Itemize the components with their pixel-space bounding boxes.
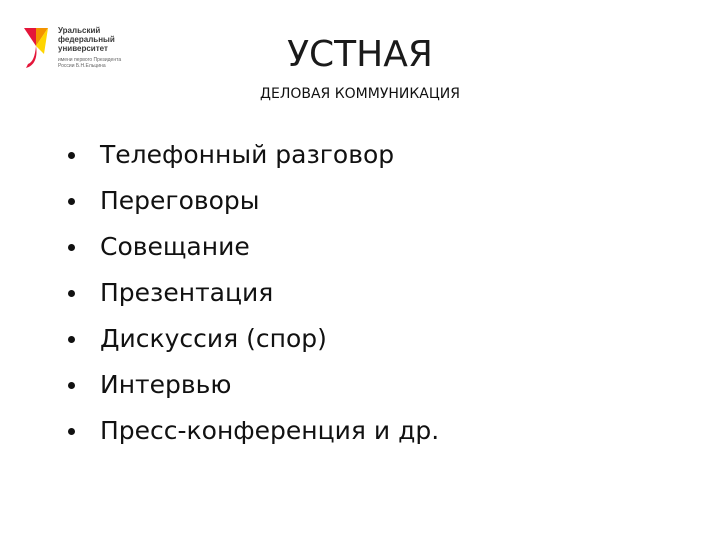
list-item xyxy=(68,408,439,454)
bullet-icon xyxy=(68,428,75,435)
list-item xyxy=(68,362,439,408)
list-item-text: Пресс-конференция и др. xyxy=(100,416,440,445)
list-item-text: Совещание xyxy=(100,232,250,261)
bullet-icon xyxy=(68,244,75,251)
logo-line: Уральский xyxy=(58,26,101,35)
bullet-icon xyxy=(68,198,75,205)
logo-sub-line: России Б.Н.Ельцина xyxy=(58,63,106,69)
slide-title: УСТНАЯ xyxy=(287,34,433,75)
logo-line: федеральный xyxy=(58,35,115,44)
logo-line: университет xyxy=(58,44,108,53)
list-item-text: Переговоры xyxy=(100,186,260,215)
list-item-text: Дискуссия (спор) xyxy=(100,324,327,353)
list-item xyxy=(68,178,439,224)
bullet-icon xyxy=(68,152,75,159)
list-item xyxy=(68,316,439,362)
bullet-icon xyxy=(68,382,75,389)
list-item xyxy=(68,224,439,270)
logo-sub-line: имени первого Президента xyxy=(58,57,122,63)
list-item-text: Телефонный разговор xyxy=(100,140,395,169)
bullet-icon xyxy=(68,336,75,343)
slide-subtitle: ДЕЛОВАЯ КОММУНИКАЦИЯ xyxy=(260,86,460,102)
list-item xyxy=(68,132,439,178)
bullet-list xyxy=(68,132,439,454)
list-item-text: Презентация xyxy=(100,278,274,307)
bullet-icon xyxy=(68,290,75,297)
list-item xyxy=(68,270,439,316)
list-item-text: Интервью xyxy=(100,370,232,399)
